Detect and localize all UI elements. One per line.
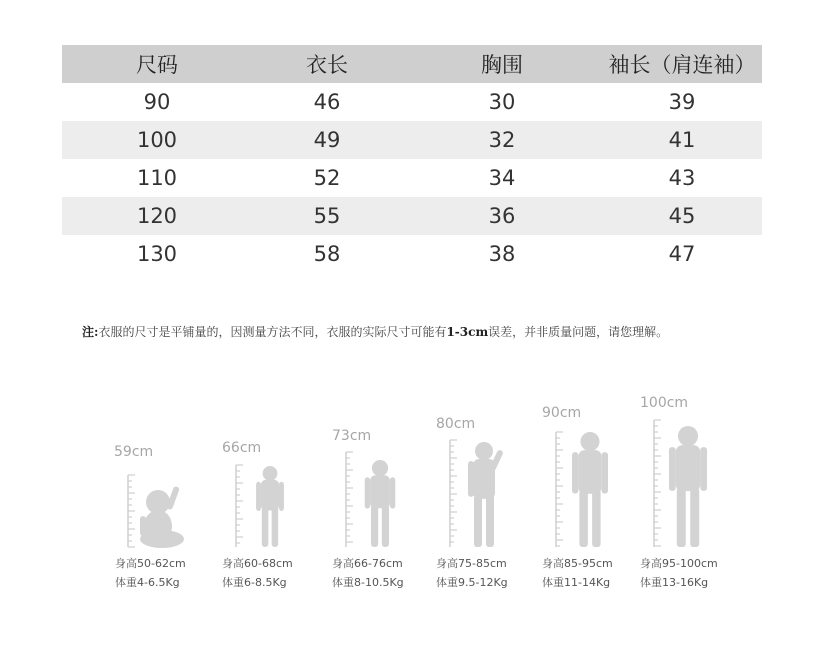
cell-chest: 38 [488, 242, 516, 266]
cell-sleeve: 47 [668, 242, 696, 266]
height-guide [0, 380, 817, 620]
cell-length: 58 [313, 242, 341, 266]
weight-range: 体重8-10.5Kg [332, 576, 404, 589]
note-highlight: 1-3cm [446, 325, 489, 339]
cell-length: 49 [252, 121, 402, 159]
table-row [62, 197, 762, 235]
height-weight-info [115, 554, 186, 592]
cell-chest: 34 [488, 166, 516, 190]
size-chart-table [62, 45, 762, 273]
header-chest: 胸围 [402, 45, 602, 83]
note-prefix: 注: [82, 325, 99, 339]
cell-sleeve: 43 [668, 166, 696, 190]
height-label: 66cm [222, 440, 262, 456]
child-silhouette-icon [636, 380, 736, 560]
height-weight-info [332, 554, 404, 592]
height-weight-info [640, 554, 718, 592]
cell-size: 120 [62, 197, 252, 235]
cell-chest: 30 [488, 90, 516, 114]
weight-range: 体重11-14Kg [542, 576, 611, 589]
height-label: 73cm [332, 428, 372, 444]
header-length: 衣长 [252, 45, 402, 83]
weight-range: 体重9.5-12Kg [436, 576, 508, 589]
child-silhouette-icon [328, 380, 428, 560]
height-label: 90cm [542, 405, 582, 421]
cell-size: 110 [136, 166, 178, 190]
child-silhouette-icon [432, 380, 532, 560]
cell-size: 90 [143, 90, 171, 114]
height-label: 80cm [436, 416, 476, 432]
cell-length: 55 [252, 197, 402, 235]
height-weight-info [222, 554, 293, 592]
cell-chest: 36 [402, 197, 602, 235]
measurement-note [82, 323, 782, 340]
weight-range: 体重4-6.5Kg [115, 576, 180, 589]
weight-range: 体重13-16Kg [640, 576, 709, 589]
height-label: 100cm [640, 395, 689, 411]
table-row [62, 83, 762, 121]
table-row [62, 235, 762, 273]
cell-sleeve: 45 [602, 197, 762, 235]
cell-size: 100 [62, 121, 252, 159]
cell-length: 46 [313, 90, 341, 114]
child-silhouette-icon [218, 380, 318, 560]
header-sleeve: 袖长（肩连袖） [602, 45, 762, 83]
height-weight-info [542, 554, 613, 592]
height-range: 身高95-100cm [640, 557, 718, 570]
height-label: 59cm [114, 444, 154, 460]
cell-sleeve: 39 [668, 90, 696, 114]
height-weight-info [436, 554, 508, 592]
child-silhouette-icon [538, 380, 638, 560]
height-range: 身高66-76cm [332, 557, 403, 570]
cell-sleeve: 41 [602, 121, 762, 159]
table-header-row [62, 45, 762, 83]
height-range: 身高85-95cm [542, 557, 613, 570]
weight-range: 体重6-8.5Kg [222, 576, 287, 589]
note-text-before: 衣服的尺寸是平铺量的，因测量方法不同，衣服的实际尺寸可能有 [98, 325, 447, 339]
child-silhouette-icon [110, 380, 210, 560]
table-row [62, 159, 762, 197]
cell-size: 130 [136, 242, 178, 266]
height-range: 身高75-85cm [436, 557, 507, 570]
cell-chest: 32 [402, 121, 602, 159]
note-text-after: 误差，并非质量问题，请您理解。 [488, 325, 669, 339]
table-row [62, 121, 762, 159]
cell-length: 52 [313, 166, 341, 190]
height-range: 身高60-68cm [222, 557, 293, 570]
header-size: 尺码 [62, 45, 252, 83]
height-range: 身高50-62cm [115, 557, 186, 570]
